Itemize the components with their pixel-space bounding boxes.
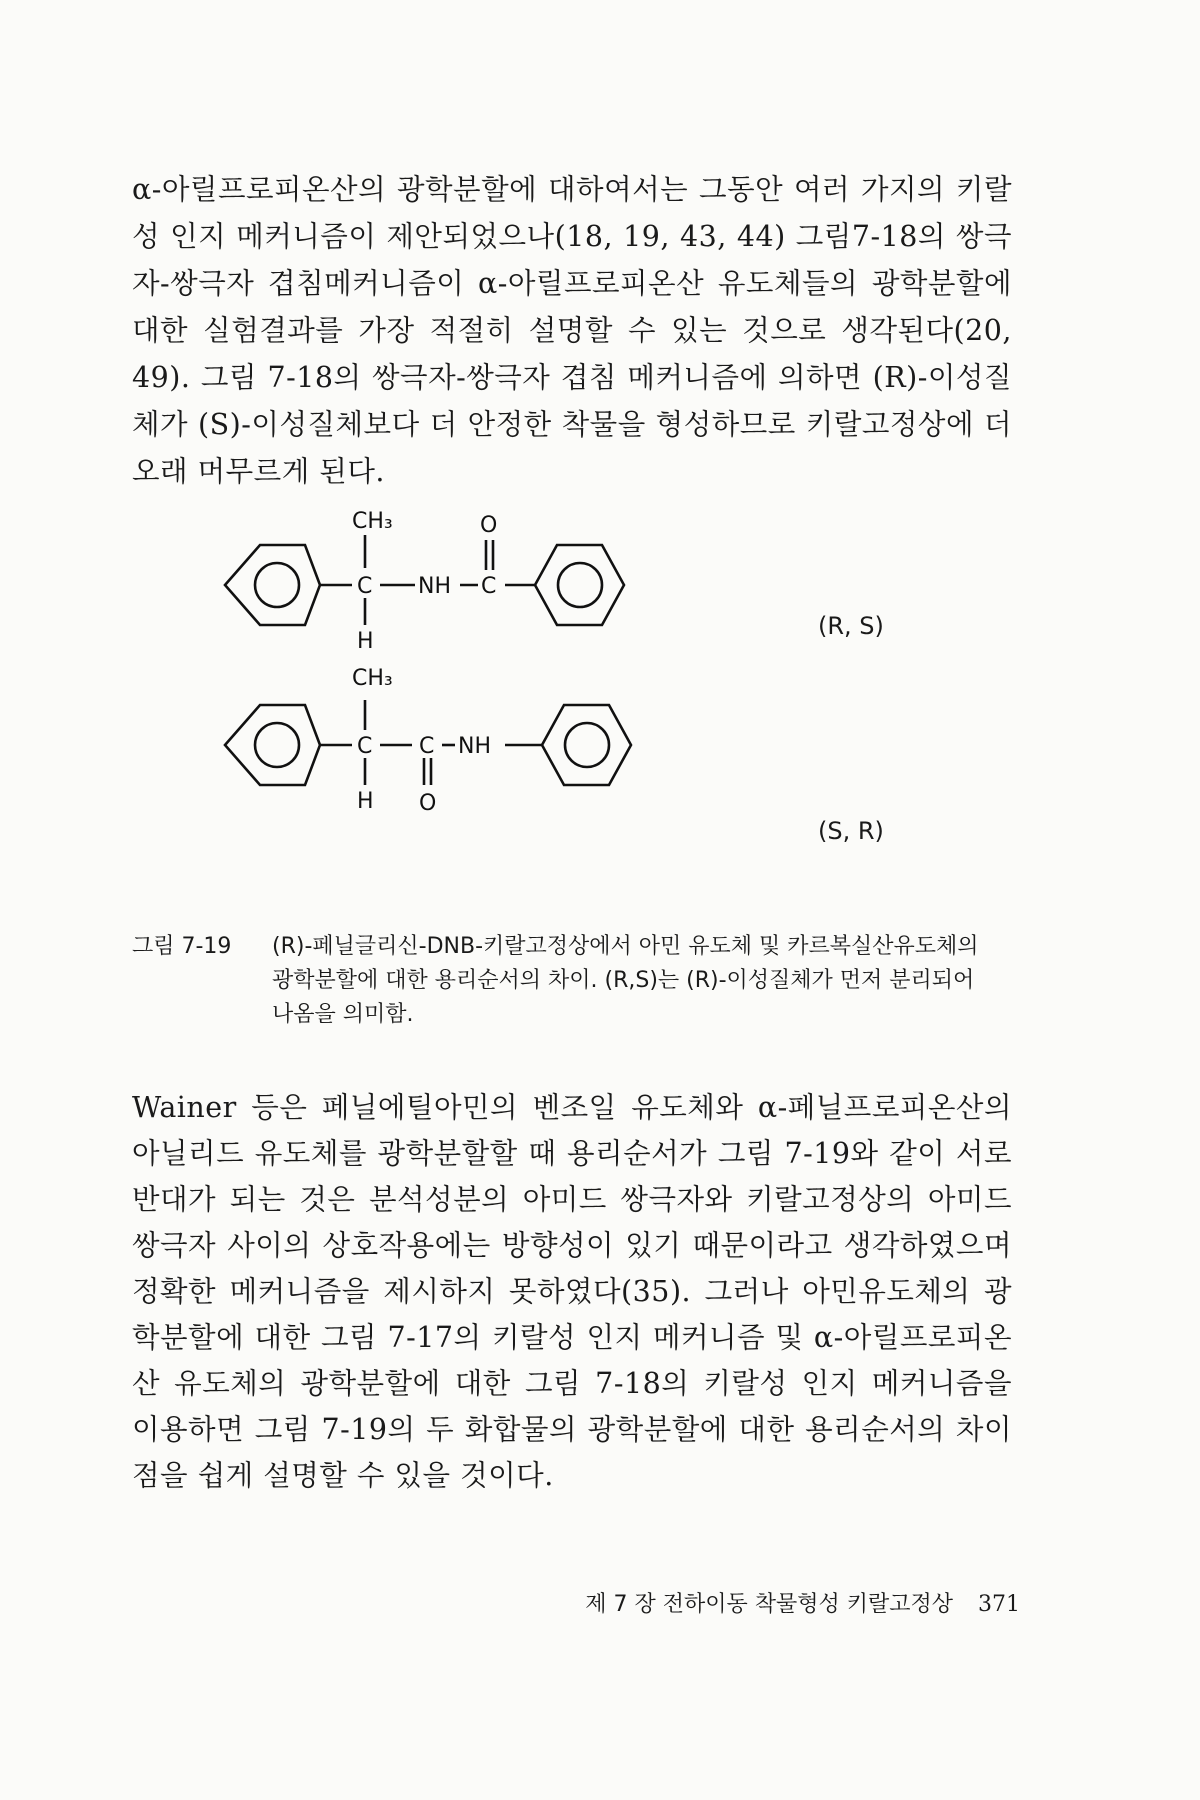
c2-label-2: C (419, 734, 435, 759)
benzene-ring-right-1 (535, 545, 624, 625)
paragraph-2: Wainer 등은 페닐에틸아민의 벤조일 유도체와 α-페닐프로피온산의 아닐리드 유도체를 광학분할할 때 용리순서가 그림 7-19와 같이 서로 반대가 되는 것은 분석성분의 아미드 쌍극자와 키랄고정상의 아미드 쌍극자 사이의 상호작용에는 방향성이 있기 때문이라고 생각하였으며 정확한 메커니즘을 제시하지 못하였다(35). 그러나 아민유도체의 광학분할에 대한 그림 7-17의 키랄성 인지 메커니즘 및 α-아릴프로피온산 유도체의 광학분할에 대한 그림 7-18의 키랄성 인지 메커니즘을 이용하면 그림 7-19의 두 화합물의 광학분할에 대한 용리순서의 차이점을 쉽게 설명할 수 있을 것이다. (132, 1091, 1012, 1492)
h-label-1: H (357, 629, 374, 654)
c-label-1: C (357, 574, 373, 599)
caption-text: (R)-페닐글리신-DNB-키랄고정상에서 아민 유도체 및 카르복실산유도체의 광학분할에 대한 용리순서의 차이. (R,S)는 (R)-이성질체가 먼저 분리되어 나옴을 의미함. (272, 934, 979, 1027)
c2-label-1: C (481, 574, 497, 599)
page-number: 371 (978, 1592, 1020, 1617)
nh-label-1: NH (418, 574, 451, 599)
stereo-label-rs: (R, S) (818, 612, 884, 640)
benzene-inner-circle-left-1 (255, 563, 299, 607)
h-label-2: H (357, 789, 374, 814)
chapter-title: 제 7 장 전하이동 착물형성 키랄고정상 (585, 1592, 953, 1617)
benzene-ring-left-1 (225, 545, 320, 625)
o-label-1: O (480, 513, 498, 538)
benzene-ring-left-2 (225, 705, 320, 785)
caption-label: 그림 7-19 (132, 934, 232, 959)
paragraph-1: α-아릴프로피온산의 광학분할에 대하여서는 그동안 여러 가지의 키랄성 인지 메커니즘이 제안되었으나(18, 19, 43, 44) 그림7-18의 쌍극자-쌍극자 겹침메커니즘이 α-아릴프로피온산 유도체들의 광학분할에 대한 실험결과를 가장 적절히 설명할 수 있는 것으로 생각된다(20, 49). 그림 7-18의 쌍극자-쌍극자 겹침 메커니즘에 의하면 (R)-이성질체가 (S)-이성질체보다 더 안정한 착물을 형성하므로 키랄고정상에 더 오래 머무르게 된다. (132, 173, 1012, 488)
page-footer (520, 1587, 1020, 1618)
figure-7-19 (260, 509, 1060, 920)
figure-caption (132, 930, 1012, 1032)
o-label-2: O (419, 791, 437, 816)
benzene-ring-right-2 (542, 705, 631, 785)
ch3-label-2: CH₃ (352, 666, 393, 691)
c-label-2: C (357, 734, 373, 759)
benzene-inner-circle-right-2 (565, 723, 609, 767)
benzene-inner-circle-right-1 (558, 563, 602, 607)
benzene-inner-circle-left-2 (255, 723, 299, 767)
chemical-structures (260, 509, 1060, 920)
ch3-label-1: CH₃ (352, 509, 393, 534)
nh-label-2: NH (458, 734, 491, 759)
stereo-label-sr: (S, R) (818, 817, 884, 845)
